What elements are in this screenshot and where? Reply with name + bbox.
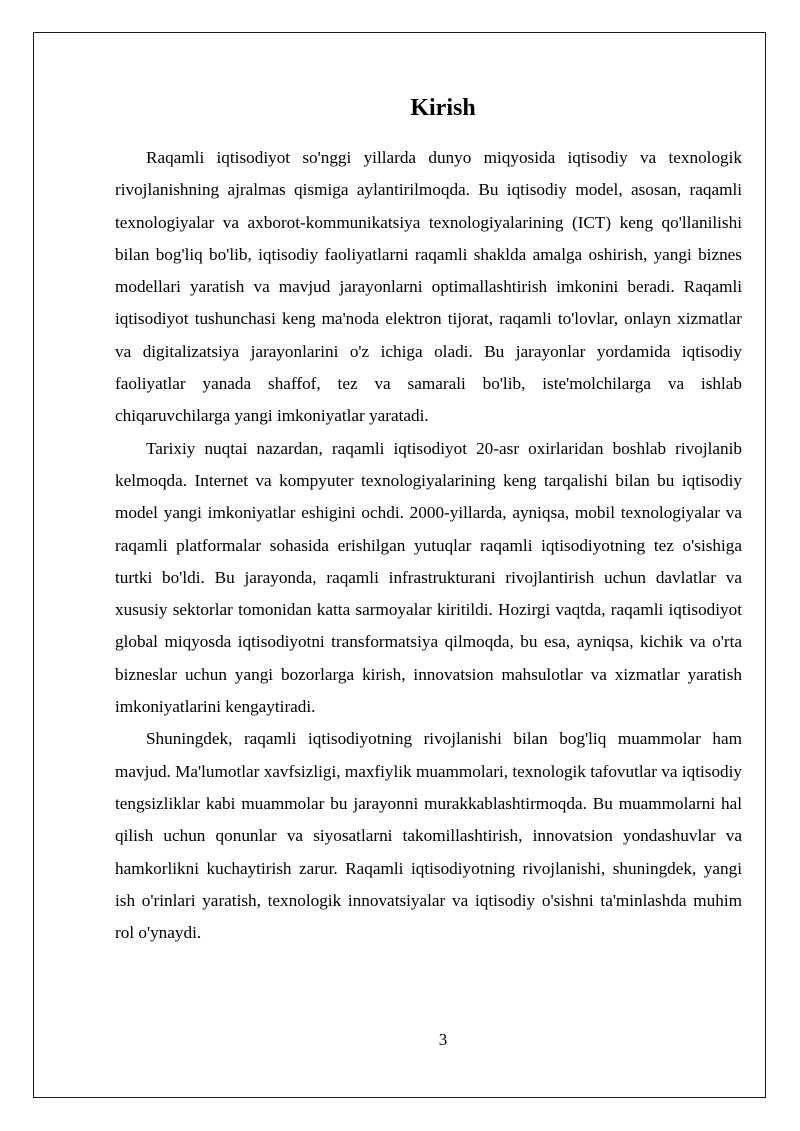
body-text (115, 142, 742, 949)
page-number: 3 (438, 1030, 448, 1049)
paragraph-1: Raqamli iqtisodiyot so'nggi yillarda dunyo miqyosida iqtisodiy va texnologik rivojlanishning ajralmas qismiga aylantirilmoqda. Bu iqtisodiy model, asosan, raqamli texnologiyalar va axborot-kommunikatsiya texnologiyalarining (ICT) keng qo'llanilishi bilan bog'liq bo'lib, iqtisodiy faoliyatlarni raqamli shaklda amalga oshirish, yangi biznes modellari yaratish va mavjud jarayonlarni optimallashtirish imkonini beradi. Raqamli iqtisodiyot tushunchasi keng ma'noda elektron tijorat, raqamli to'lovlar, onlayn xizmatlar va digitalizatsiya jarayonlarini o'z ichiga oladi. Bu jarayonlar yordamida iqtisodiy faoliyatlar yanada shaffof, tez va samarali bo'lib, iste'molchilarga va ishlab chiqaruvchilarga yangi imkoniyatlar yaratadi. (115, 148, 742, 426)
paragraph-2: Tarixiy nuqtai nazardan, raqamli iqtisodiyot 20-asr oxirlaridan boshlab rivojlanib kelmoqda. Internet va kompyuter texnologiyalarining keng tarqalishi bilan bu iqtisodiy model yangi imkoniyatlar eshigini ochdi. 2000-yillarda, ayniqsa, mobil texnologiyalar va raqamli platformalar sohasida erishilgan yutuqlar raqamli iqtisodiyotning tez o'sishiga turtki bo'ldi. Bu jarayonda, raqamli infrastrukturani rivojlantirish uchun davlatlar va xususiy sektorlar tomonidan katta sarmoyalar kiritildi. Hozirgi vaqtda, raqamli iqtisodiyot global miqyosda iqtisodiyotni transformatsiya qilmoqda, bu esa, ayniqsa, kichik va o'rta bizneslar uchun yangi bozorlarga kirish, innovatsion mahsulotlar va xizmatlar yaratish imkoniyatlarini kengaytiradi. (115, 438, 742, 717)
paragraph-3: Shuningdek, raqamli iqtisodiyotning rivojlanishi bilan bog'liq muammolar ham mavjud. Ma'lumotlar xavfsizligi, maxfiylik muammolari, texnologik tafovutlar va iqtisodiy tengsizliklar kabi muammolar bu jarayonni murakkablashtirmoqda. Bu muammolarni hal qilish uchun qonunlar va siyosatlarni takomillashtirish, innovatsion yondashuvlar va hamkorlikni kuchaytirish zarur. Raqamli iqtisodiyotning rivojlanishi, shuningdek, yangi ish o'rinlari yaratish, texnologik innovatsiyalar va iqtisodiy o'sishni ta'minlashda muhim rol o'ynaydi. (115, 729, 742, 943)
page-title: Kirish (410, 95, 476, 122)
